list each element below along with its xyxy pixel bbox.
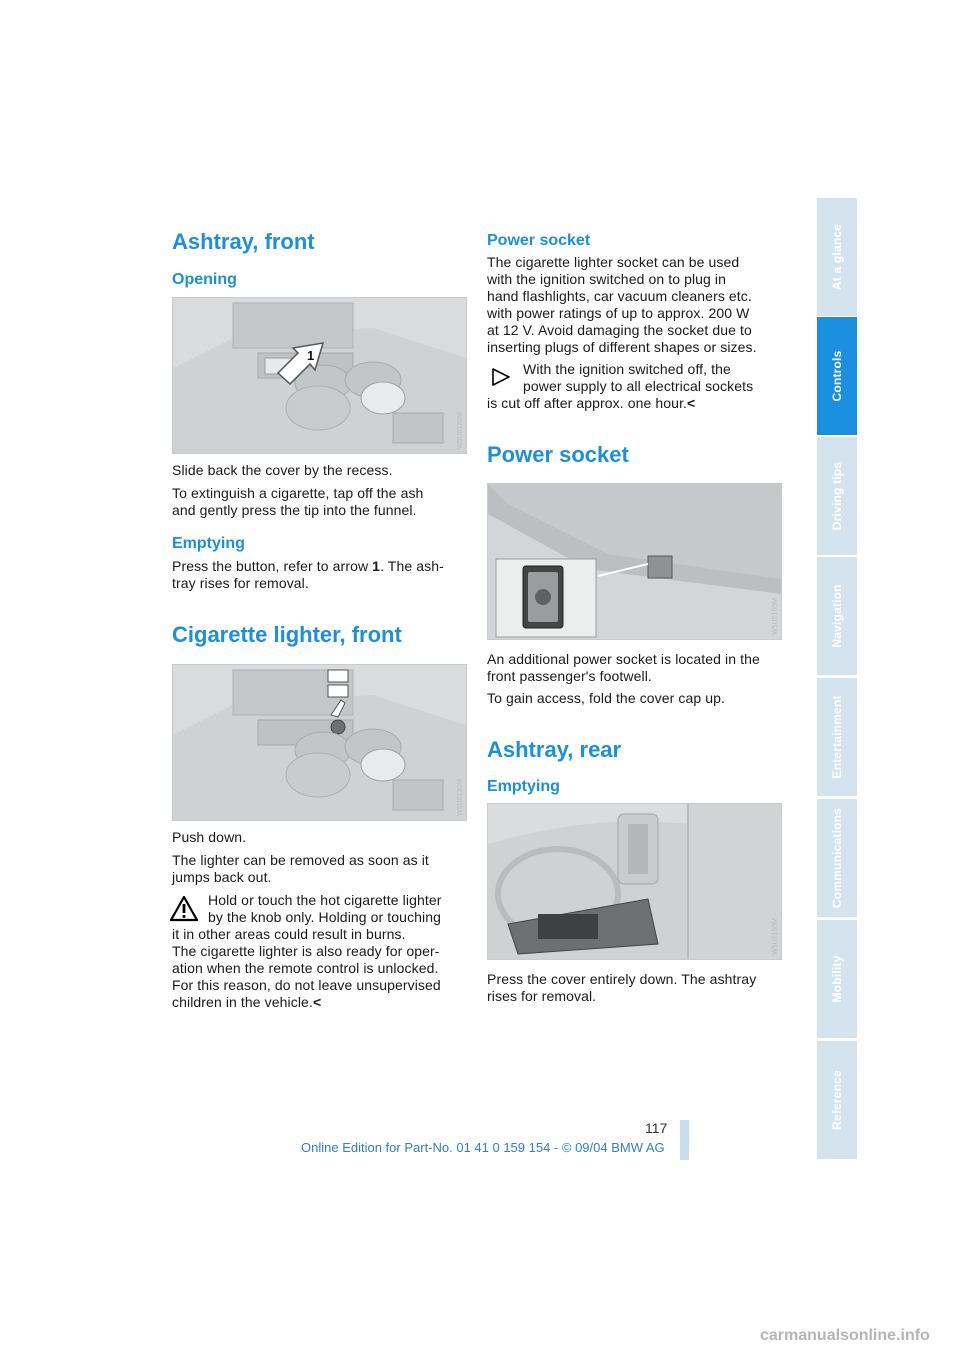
push-down-text: Push down. [172, 829, 247, 845]
tab-controls[interactable] [817, 317, 857, 435]
rear-text-1: Press the cover entirely down. The ashtray [487, 971, 757, 987]
arrow-1-label: 1 [307, 348, 315, 363]
footer-edition-text: Online Edition for Part-No. 01 41 0 159 154 - © 09/04 BMW AG [301, 1140, 665, 1155]
tab-label: Reference [830, 1070, 844, 1130]
end-mark: < [312, 994, 322, 1010]
tab-entertainment[interactable] [817, 678, 857, 796]
tab-navigation[interactable] [817, 557, 857, 675]
heading-emptying: Emptying [172, 535, 245, 552]
tab-label: Navigation [830, 584, 844, 648]
note-text-3-body: is cut off after approx. one hour. [487, 395, 688, 411]
cigarette-lighter-image [172, 664, 467, 821]
tab-label: Mobility [830, 955, 844, 1003]
warning-text-4: The cigarette lighter is also ready for oper- [172, 943, 440, 959]
add-socket-text-1: An additional power socket is located in the [487, 651, 760, 667]
tab-label: Controls [830, 350, 844, 402]
image-code: W5U0120M [457, 412, 464, 449]
warning-text-5: ation when the remote control is unlocked. [172, 960, 439, 976]
end-mark: < [687, 395, 696, 411]
emptying-pre: Press the button, refer to arrow [172, 558, 373, 574]
opening-text-2b: and gently press the tip into the funnel. [172, 502, 417, 518]
opening-text-1: Slide back the cover by the recess. [172, 462, 393, 478]
add-socket-text-2: front passenger's footwell. [487, 668, 652, 684]
warning-icon [170, 895, 198, 923]
page-number: 117 [645, 1120, 668, 1136]
ps-text-6: inserting plugs of different shapes or sizes. [487, 339, 757, 355]
tab-label: Driving tips [830, 461, 844, 531]
image-code: W5U0150M [772, 918, 779, 955]
tab-communications[interactable] [817, 799, 857, 917]
emptying-arrow-num: 1 [372, 558, 381, 574]
lighter-text-1: The lighter can be removed as soon as it [172, 852, 429, 868]
tab-mobility[interactable] [817, 920, 857, 1038]
access-text: To gain access, fold the cover cap up. [487, 690, 726, 706]
warning-text-3: it in other areas could result in burns. [172, 926, 406, 942]
heading-power-socket: Power socket [487, 442, 629, 467]
watermark: carmanualsonline.info [760, 1327, 930, 1344]
page-marker-bar [680, 1120, 689, 1160]
tab-label: Entertainment [830, 695, 844, 779]
tab-label: Communications [830, 807, 844, 909]
ashtray-opening-image [172, 297, 467, 454]
ps-text-4: with power ratings of up to approx. 200 W [487, 305, 750, 321]
image-code: W5U0130M [457, 779, 464, 816]
warning-text-7 [172, 994, 321, 1011]
opening-text-2a: To extinguish a cigarette, tap off the ash [172, 485, 424, 501]
warning-text-6: For this reason, do not leave unsupervised [172, 977, 441, 993]
ps-text-1: The cigarette lighter socket can be used [487, 254, 740, 270]
heading-power-socket-sub: Power socket [487, 232, 591, 249]
lighter-text-2: jumps back out. [172, 869, 272, 885]
ps-text-5: at 12 V. Avoid damaging the socket due to [487, 322, 752, 338]
image-code: W5U0160M [772, 598, 779, 635]
note-icon [487, 363, 515, 391]
note-text-3 [487, 395, 695, 412]
rear-text-2: rises for removal. [487, 988, 597, 1004]
emptying-post: . The ash- [380, 558, 444, 574]
power-socket-image [487, 483, 782, 640]
heading-ashtray-front: Ashtray, front [172, 229, 315, 254]
ps-text-3: hand flashlights, car vacuum cleaners etc. [487, 288, 752, 304]
tab-label: At a glance [830, 223, 844, 291]
tab-reference[interactable] [817, 1041, 857, 1159]
warning-text-7-body: children in the vehicle. [172, 994, 313, 1010]
ashtray-rear-image [487, 803, 782, 960]
warning-text-2: by the knob only. Holding or touching [208, 909, 442, 925]
note-text-1: With the ignition switched off, the [523, 361, 731, 377]
ps-text-2: with the ignition switched on to plug in [487, 271, 727, 287]
heading-emptying-rear: Emptying [487, 778, 560, 795]
emptying-text-1 [172, 558, 444, 575]
heading-opening: Opening [172, 271, 237, 288]
warning-text-1: Hold or touch the hot cigarette lighter [208, 892, 442, 908]
emptying-text-2: tray rises for removal. [172, 575, 309, 591]
note-text-2: power supply to all electrical sockets [523, 378, 754, 394]
heading-ashtray-rear: Ashtray, rear [487, 737, 622, 762]
tab-at-a-glance[interactable] [817, 198, 857, 316]
heading-cigarette-lighter: Cigarette lighter, front [172, 622, 402, 647]
tab-driving-tips[interactable] [817, 437, 857, 555]
